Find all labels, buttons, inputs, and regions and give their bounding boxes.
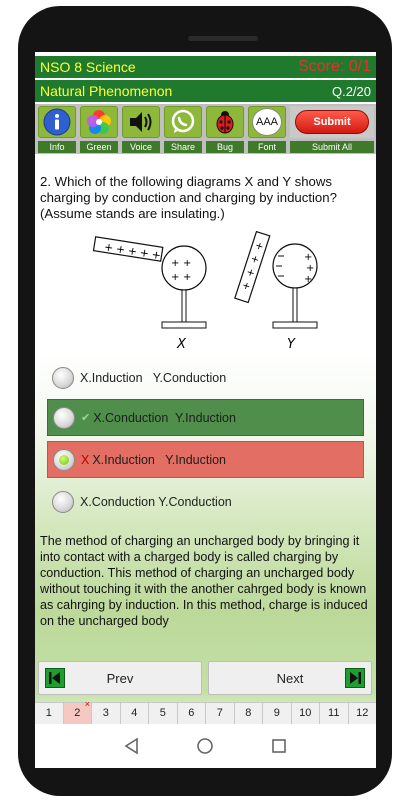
submit-button[interactable]: Submit — [295, 110, 369, 134]
option-d-radio[interactable] — [52, 491, 74, 513]
page-12[interactable]: 12 — [356, 707, 369, 719]
next-label: Next — [276, 670, 304, 686]
prev-button[interactable] — [38, 661, 202, 695]
svg-text:+: + — [150, 247, 162, 263]
recents-icon[interactable] — [270, 737, 288, 755]
svg-text:+: + — [244, 266, 257, 280]
info-label: Info — [38, 141, 76, 153]
app-screen — [35, 52, 376, 724]
last-page-icon — [345, 668, 365, 688]
phone-speaker — [188, 36, 258, 41]
svg-text:+: + — [240, 280, 252, 294]
info-icon — [43, 108, 71, 136]
option-b-text: X.Conduction Y.Induction — [93, 410, 236, 425]
page-2-current[interactable] — [64, 699, 93, 724]
page-2-number: 2 — [74, 707, 81, 719]
font-size-icon: AAA — [252, 108, 282, 136]
chapter-bar — [35, 80, 376, 102]
svg-text:+: + — [115, 242, 127, 257]
option-a-text: X.Induction Y.Conduction — [80, 370, 227, 385]
option-b-correct[interactable] — [47, 399, 364, 436]
system-navigation-bar — [35, 724, 376, 768]
home-icon[interactable] — [196, 737, 214, 755]
page-9[interactable]: 9 — [263, 703, 292, 724]
figure-label-y: Y — [287, 337, 295, 352]
correct-check-icon: ✔ — [81, 412, 91, 424]
theme-color-button[interactable] — [80, 106, 118, 138]
option-d[interactable] — [47, 483, 364, 520]
option-c-text: X.Induction Y.Induction — [92, 452, 227, 467]
option-a-radio[interactable] — [52, 367, 74, 389]
wrong-x-icon: X — [81, 452, 90, 467]
svg-text:+: + — [304, 252, 313, 263]
page-3[interactable]: 3 — [92, 703, 121, 724]
option-a[interactable] — [47, 359, 364, 396]
green-label: Green — [80, 141, 118, 153]
whatsapp-icon — [170, 109, 196, 135]
page-10[interactable]: 10 — [292, 703, 321, 724]
page-8[interactable]: 8 — [235, 703, 264, 724]
svg-text:+: + — [249, 253, 261, 267]
question-counter: Q.2/20 — [331, 83, 371, 99]
page-6[interactable]: 6 — [178, 703, 207, 724]
chapter-title: Natural Phenomenon — [40, 83, 173, 99]
charging-diagram — [90, 228, 325, 353]
svg-text:+: + — [126, 244, 139, 259]
svg-text:+: + — [306, 263, 315, 274]
page-11[interactable]: 11 — [320, 703, 349, 724]
svg-text:+: + — [183, 272, 192, 283]
svg-text:+: + — [171, 258, 180, 269]
option-d-text: X.Conduction Y.Conduction — [80, 494, 232, 509]
option-b-radio[interactable] — [53, 407, 75, 429]
svg-text:+: + — [253, 240, 265, 254]
page-5[interactable]: 5 — [149, 703, 178, 724]
ladybug-icon — [212, 109, 238, 135]
question-figure — [90, 228, 325, 353]
bug-label: Bug — [206, 141, 244, 153]
question-text: 2. Which of the following diagrams X and Y shows charging by conduction and charging by induction? (Assume stands are insulating.) — [40, 174, 337, 221]
option-c-wrong[interactable] — [47, 441, 364, 478]
back-icon[interactable] — [123, 737, 141, 755]
question-pager — [35, 699, 376, 724]
svg-text:+: + — [103, 240, 115, 255]
wrong-answer-mark-icon: × — [84, 699, 90, 709]
share-button[interactable] — [164, 106, 202, 138]
prev-label: Prev — [106, 670, 134, 686]
report-bug-button[interactable] — [206, 106, 244, 138]
share-label: Share — [164, 141, 202, 153]
voice-label: Voice — [122, 141, 160, 153]
speaker-icon — [127, 109, 155, 135]
font-label: Font — [248, 141, 286, 153]
info-button[interactable] — [38, 106, 76, 138]
svg-text:+: + — [171, 272, 180, 283]
svg-text:+: + — [183, 258, 192, 269]
score-display: Score: 0/1 — [298, 58, 371, 75]
voice-button[interactable] — [122, 106, 160, 138]
submit-area — [290, 106, 374, 138]
title-bar — [35, 56, 376, 78]
svg-text:+: + — [304, 274, 313, 285]
next-button[interactable] — [208, 661, 372, 695]
page-1[interactable]: 1 — [35, 703, 64, 724]
svg-text:+: + — [138, 245, 150, 261]
page-7[interactable]: 7 — [206, 703, 235, 724]
toolbar — [35, 104, 376, 154]
font-size-button[interactable] — [248, 106, 286, 138]
figure-label-x: X — [177, 337, 186, 352]
color-wheel-icon — [85, 108, 113, 136]
option-c-radio[interactable] — [53, 449, 75, 471]
page-4[interactable]: 4 — [121, 703, 150, 724]
app-title: NSO 8 Science — [40, 59, 136, 75]
answer-explanation: The method of charging an uncharged body by bringing it into contact with a charged body is called charging by conduction. This method of charging an uncharged body without touching it with the another cahrged body is known as cahrging by induction. In this method, charge is induced on the uncharged body — [40, 534, 368, 628]
first-page-icon — [45, 668, 65, 688]
submit-all-button[interactable]: Submit All — [290, 141, 374, 153]
